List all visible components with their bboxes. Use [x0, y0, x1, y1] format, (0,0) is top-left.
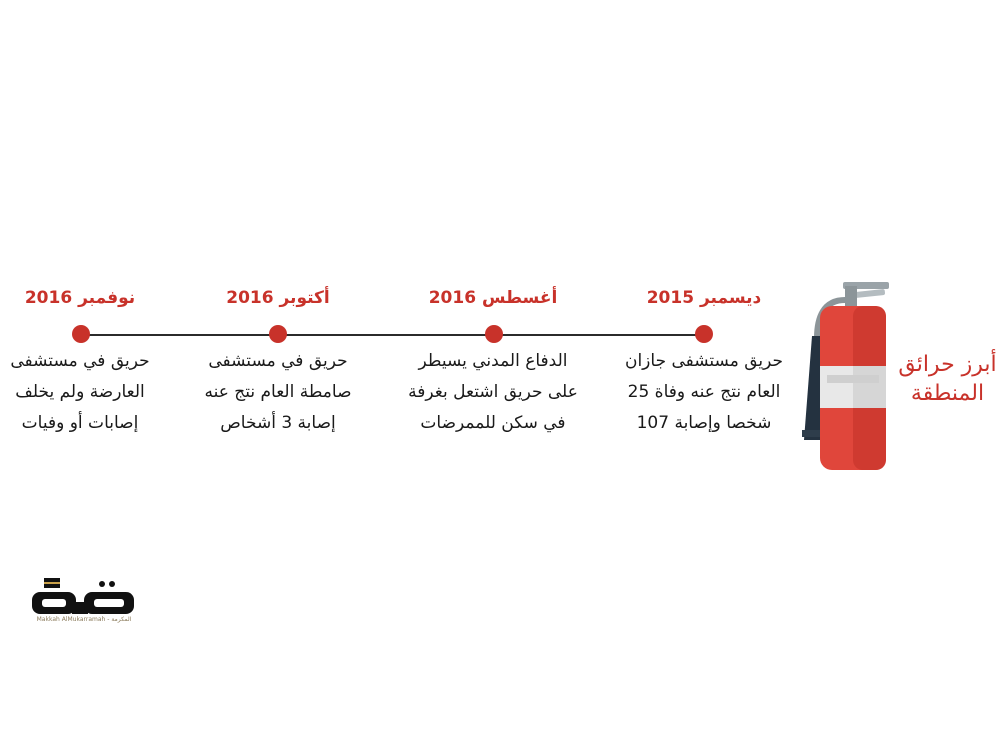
event-date: ديسمبر 2015: [646, 288, 762, 308]
logo-caption: Makkah AlMukarramah - المكرمة: [36, 616, 132, 623]
event-date: أكتوبر 2016: [226, 288, 330, 308]
timeline-dot: [485, 325, 503, 343]
event-description: حريق مستشفى جازان العام نتج عنه وفاة 25 شخصا وإصابة 107: [624, 351, 784, 433]
event-date: أغسطس 2016: [428, 288, 558, 308]
infographic-title: أبرز حرائق المنطقة: [898, 352, 997, 406]
fire-extinguisher-icon: [795, 278, 895, 470]
event-description: الدفاع المدني يسيطر على حريق اشتعل بغرفة في سكن للممرضات: [408, 351, 578, 433]
timeline-line: [80, 334, 705, 336]
event-description: حريق في مستشفى صامطة العام نتج عنه إصابة 3 أشخاص: [204, 351, 352, 433]
timeline-dot: [72, 325, 90, 343]
timeline-dot: [269, 325, 287, 343]
event-date: نوفمبر 2016: [24, 288, 136, 308]
event-description: حريق في مستشفى العارضة ولم يخلف إصابات أو وفيات: [10, 351, 150, 433]
timeline-dot: [695, 325, 713, 343]
